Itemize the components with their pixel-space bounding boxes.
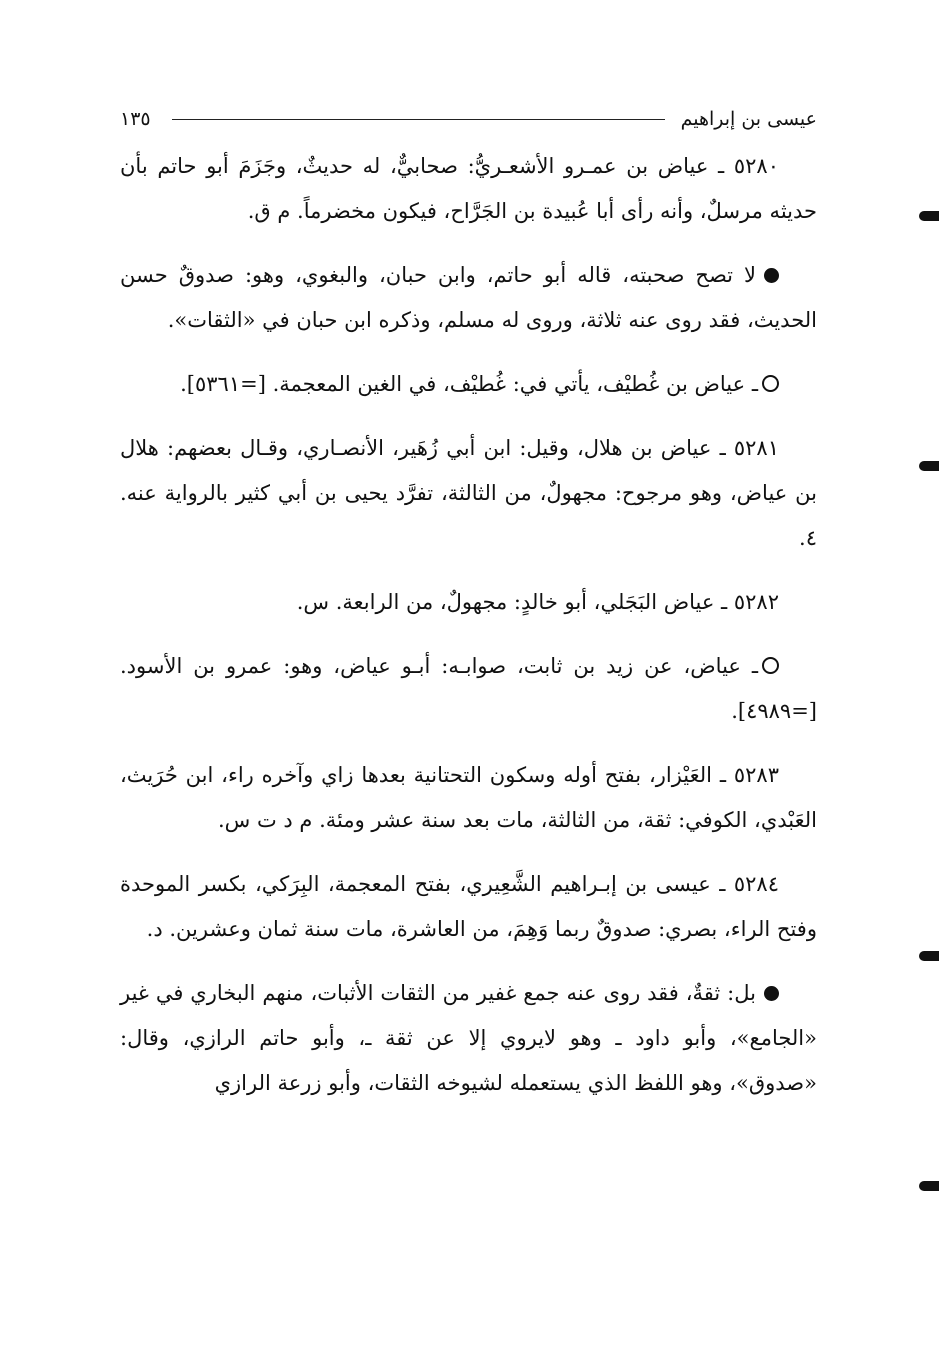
page-edge-mark [919,461,939,471]
editor-comment [120,971,817,1106]
editor-comment [120,253,817,343]
cross-reference-entry [120,362,817,407]
entry-5280 [120,144,817,234]
entry-text: بل: ثقةٌ، فقد روى عنه جمع غفير من الثقات الأثبات، منهم البخاري في غير «الجامع»، وأبو داود ـ وهو لايروي إلا عن ثقة ـ، وأبو حاتم الرازي، وقال: «صدوق»، وهو اللفظ الذي يستعمله لشيوخه الثقات، وأبو زرعة الرازي [120,981,817,1095]
running-head-rule [172,119,665,120]
filled-bullet-icon [764,268,779,283]
page-body [120,144,817,1125]
running-head-title: عيسى بن إبراهيم [680,108,817,130]
entry-text: ٥٢٨١ ـ عياض بن هلال، وقيل: ابن أبي زُهَير، الأنصـاري، وقـال بعضهم: هلال بن عياض، وهو مرجوح: مجهولٌ، من الثالثة، تفرَّد يحيى بن أبي كثير بالرواية عنه. ٤. [120,436,817,550]
cross-reference-entry [120,644,817,734]
entry-text: ٥٢٨٣ ـ العَيْزار، بفتح أوله وسكون التحتانية بعدها زاي وآخره راء، ابن حُرَيث، العَبْدي، الكوفي: ثقة، من الثالثة، مات بعد سنة عشر ومئة. م د ت س. [120,763,817,832]
entry-5283 [120,753,817,843]
hollow-circle-icon [762,375,779,392]
page-edge-mark [919,211,939,221]
entry-text: ٥٢٨٠ ـ عياض بن عمـرو الأشعـريُّ: صحابيٌّ، له حديثٌ، وجَزَمَ أبو حاتم بأن حديثه مرسلٌ، وأنه رأى أبا عُبيدة بن الجَرَّاح، فيكون مخضرماً. م ق. [120,154,817,223]
entry-text: ٥٢٨٤ ـ عيسى بن إبـراهيم الشَّعِيري، بفتح المعجمة، البِرَكي، بكسر الموحدة وفتح الراء، بصري: صدوقٌ ربما وَهِمَ، من العاشرة، مات سنة ثمان وعشرين. د. [120,872,817,941]
filled-bullet-icon [764,986,779,1001]
entry-text: ـ عياض، عن زيد بن ثابت، صوابـه: أبـو عياض، وهو: عمرو بن الأسود. [=٤٩٨٩]. [120,654,817,723]
entry-text: ٥٢٨٢ ـ عياض البَجَلي، أبو خالدٍ: مجهولٌ، من الرابعة. س. [296,590,779,614]
entry-5282 [120,580,817,625]
entry-5281 [120,426,817,561]
page-number: ١٣٥ [120,108,151,130]
hollow-circle-icon [762,657,779,674]
page-edge-mark [919,1181,939,1191]
entry-5284 [120,862,817,952]
entry-text: ـ عياض بن غُطيْف، يأتي في: غُطيْف، في الغين المعجمة. [=٥٣٦١]. [180,372,758,396]
running-head [120,104,817,134]
page-edge-mark [919,951,939,961]
entry-text: لا تصح صحبته، قاله أبو حاتم، وابن حبان، والبغوي، وهو: صدوقٌ حسن الحديث، فقد روى عنه ثلاثة، وروى له مسلم، وذكره ابن حبان في «الثقات». [120,263,817,332]
